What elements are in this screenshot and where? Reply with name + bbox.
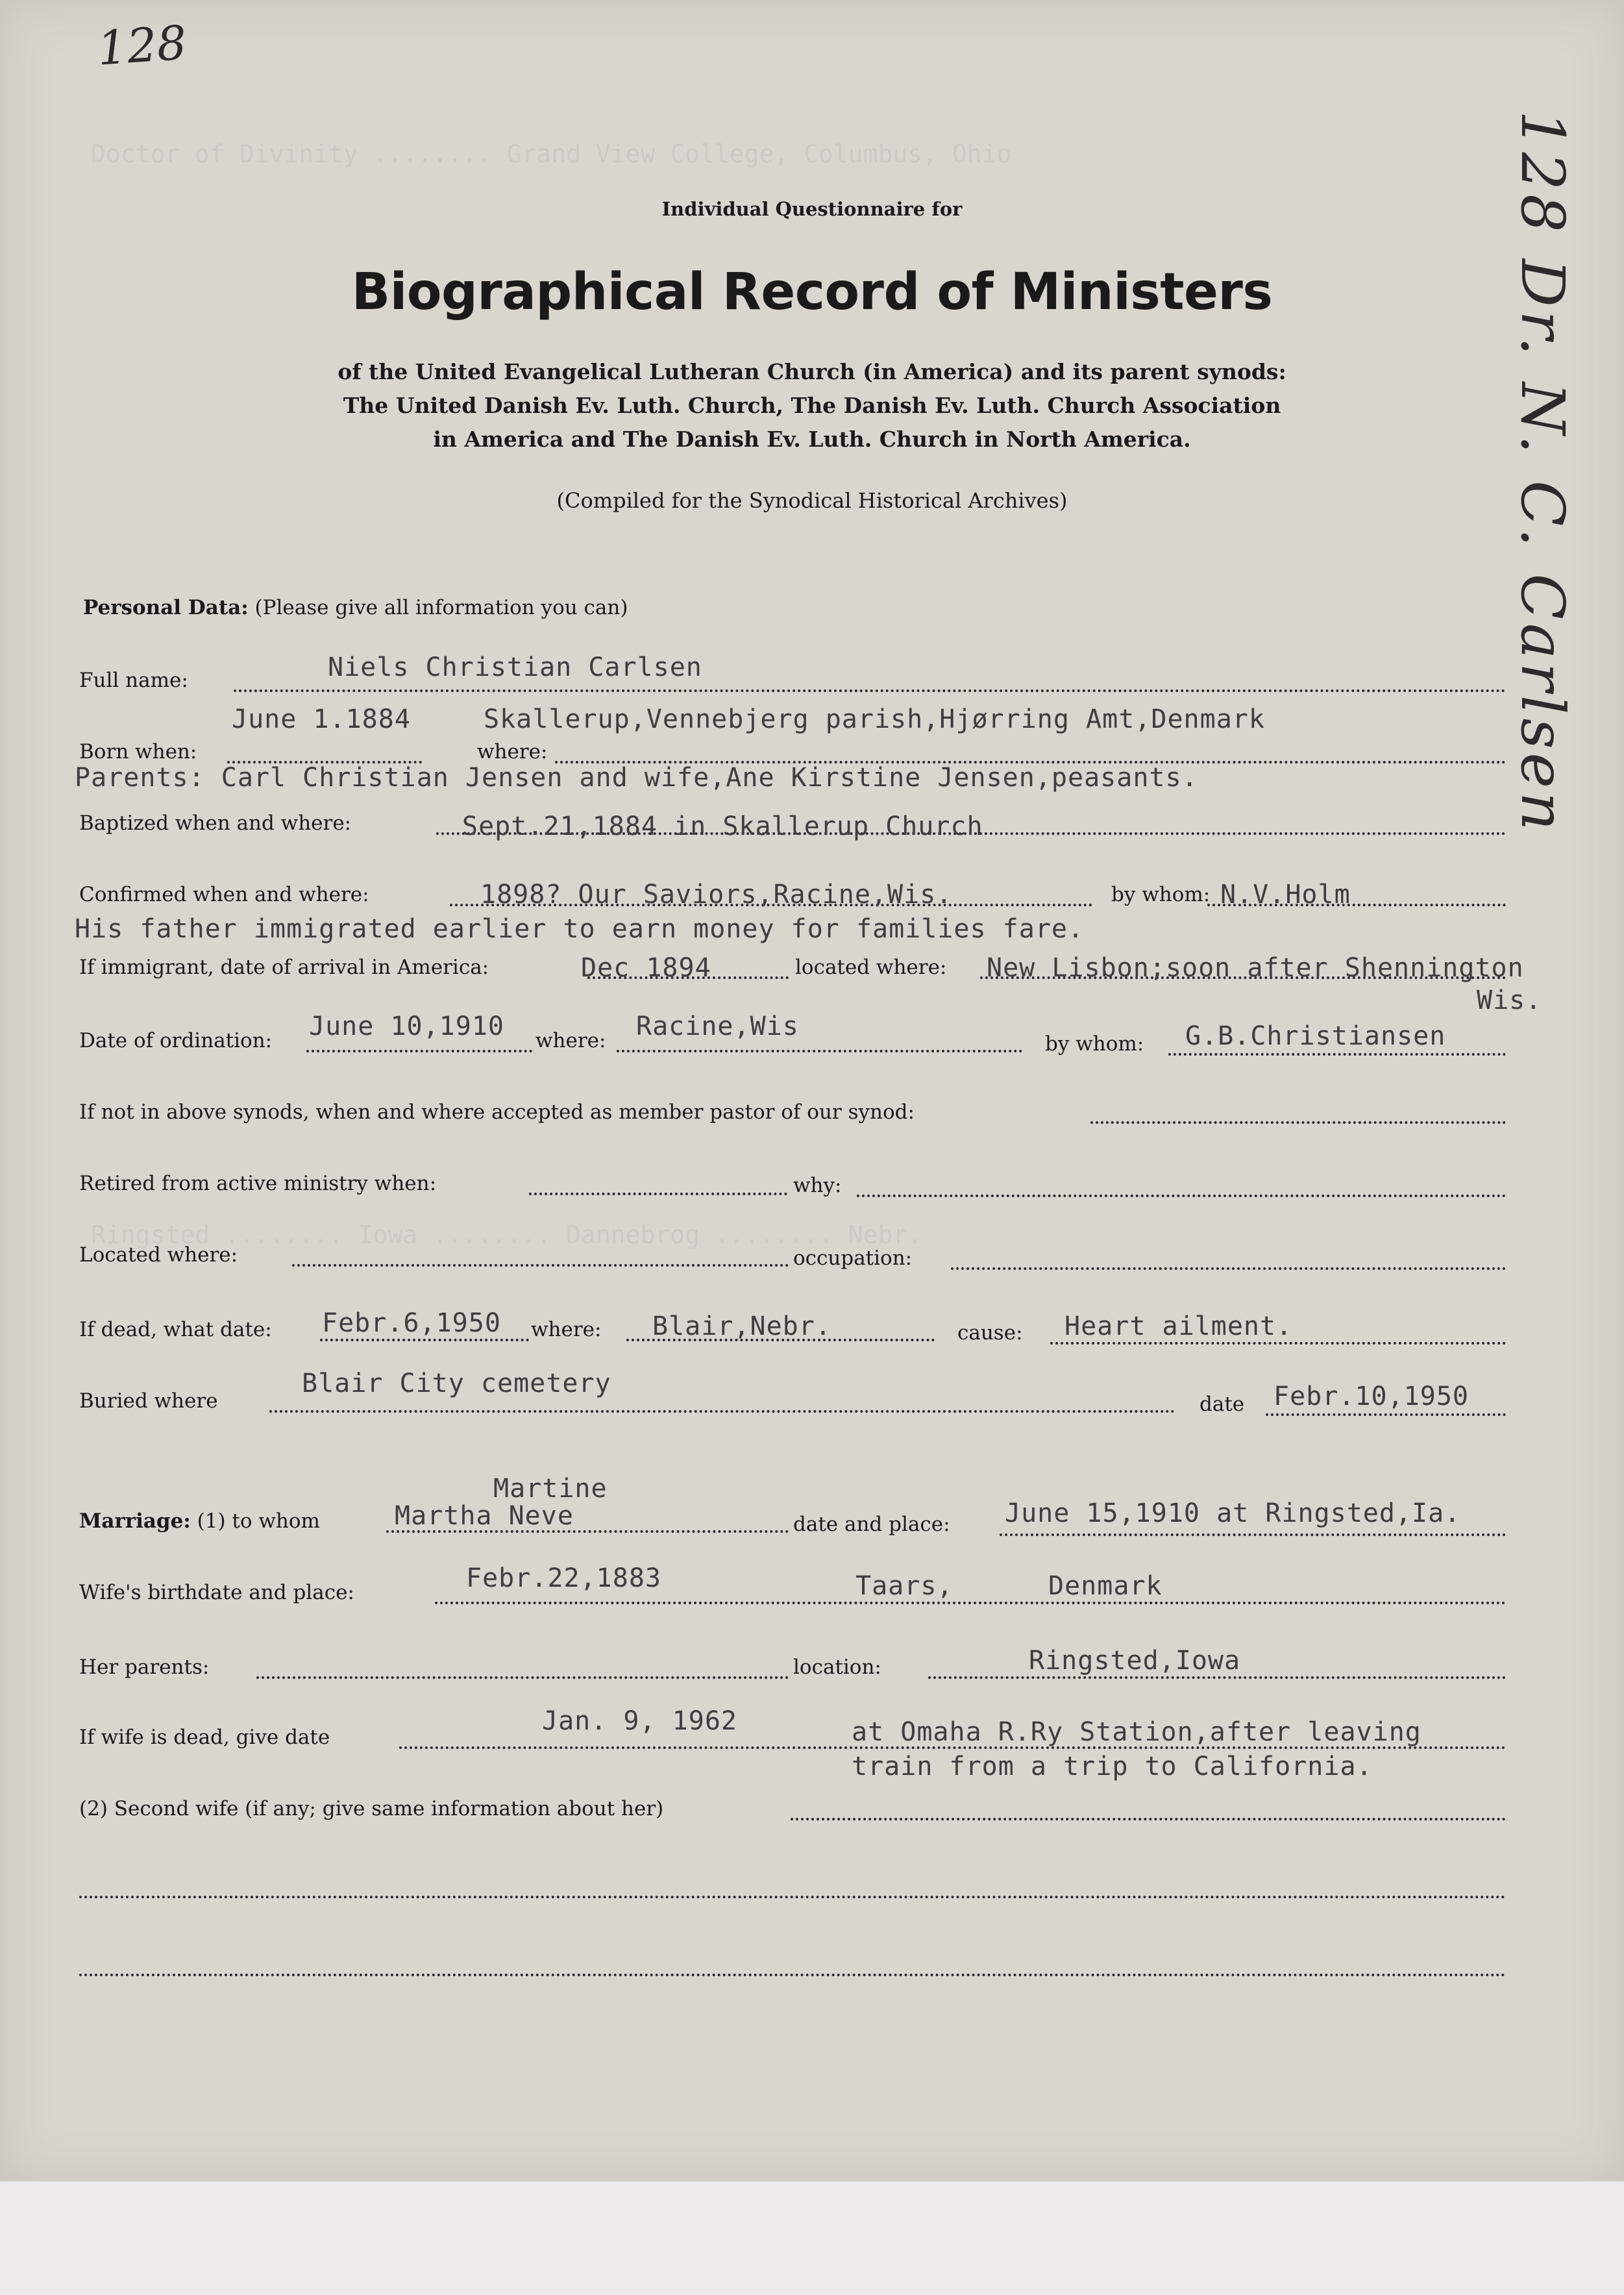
wife-death-place-field[interactable]: at Omaha R.Ry Station,after leaving: [852, 1717, 1421, 1747]
dotted-line[interactable]: [292, 1264, 789, 1267]
marriage-date-place-field[interactable]: June 15,1910 at Ringsted,Ia.: [1005, 1498, 1461, 1528]
ordination-by-label: by whom:: [1045, 1032, 1144, 1056]
dotted-line: [1266, 1413, 1506, 1416]
dotted-line: [617, 1050, 1022, 1052]
her-parents-label: Her parents:: [79, 1656, 210, 1679]
location-label: location:: [793, 1656, 881, 1679]
dotted-line[interactable]: [857, 1195, 1506, 1197]
baptized-label: Baptized when and where:: [79, 812, 352, 835]
arrival-date-field[interactable]: Dec 1894: [581, 953, 711, 983]
wife-birth-label: Wife's birthdate and place:: [79, 1581, 354, 1604]
dotted-line: [1050, 1342, 1506, 1345]
dotted-line: [928, 1676, 1506, 1679]
dotted-line[interactable]: [951, 1267, 1506, 1270]
dotted-line[interactable]: [1090, 1121, 1506, 1124]
confirmed-field[interactable]: 1898? Our Saviors,Racine,Wis.: [480, 880, 953, 910]
ordination-date-field[interactable]: June 10,1910: [309, 1011, 504, 1041]
retired-why-label: why:: [793, 1174, 842, 1197]
personal-data-note: (Please give all information you can): [254, 596, 628, 619]
questionnaire-line: Individual Questionnaire for: [661, 198, 963, 220]
ordination-where-label: where:: [535, 1029, 606, 1052]
second-wife-label: (2) Second wife (if any; give same information about her): [79, 1797, 664, 1820]
confirmed-label: Confirmed when and where:: [79, 883, 369, 906]
parents-field[interactable]: Parents: Carl Christian Jensen and wife,Ane Kirstine Jensen,peasants.: [75, 763, 1198, 793]
located-state-field[interactable]: Wis.: [1477, 986, 1542, 1015]
dotted-line: [1168, 1053, 1506, 1056]
occupation-label: occupation:: [793, 1247, 913, 1270]
dotted-line: [1000, 1533, 1506, 1536]
immigration-note-field[interactable]: His father immigrated earlier to earn money for families fare.: [75, 914, 1085, 944]
compiled-note: (Compiled for the Synodical Historical Archives): [556, 488, 1068, 513]
wife-dead-label: If wife is dead, give date: [79, 1726, 330, 1749]
ordination-where-field[interactable]: Racine,Wis: [636, 1011, 799, 1041]
wife-birth-town-field[interactable]: Taars,: [855, 1571, 953, 1601]
dotted-line[interactable]: [79, 1896, 1506, 1898]
born-date-field[interactable]: June 1.1884: [232, 704, 411, 734]
full-name-field[interactable]: Niels Christian Carlsen: [328, 652, 702, 682]
cause-label: cause:: [957, 1321, 1023, 1345]
marriage-line: [79, 1509, 320, 1533]
form-title: Biographical Record of Ministers: [351, 263, 1273, 321]
dotted-line: [269, 1410, 1175, 1413]
wife-name-correction[interactable]: Martine: [493, 1474, 608, 1504]
handwritten-side-note: 128 Dr. N. C. Carlsen: [1508, 110, 1577, 835]
form-subtitle: in America and The Danish Ev. Luth. Church in North America.: [433, 427, 1191, 452]
ordination-label: Date of ordination:: [79, 1029, 273, 1052]
dotted-line: [306, 1050, 532, 1052]
form-subtitle: of the United Evangelical Lutheran Church (in America) and its parent synods:: [338, 359, 1286, 384]
located-where-label: Located where:: [79, 1243, 238, 1267]
dotted-line[interactable]: [79, 1974, 1506, 1976]
dotted-line: [320, 1339, 529, 1341]
confirmed-by-field[interactable]: N.V.Holm: [1220, 880, 1351, 910]
handwritten-page-number: 128: [95, 15, 189, 76]
wife-death-place-field[interactable]: train from a trip to California.: [852, 1752, 1373, 1781]
located-field[interactable]: New Lisbon;soon after Shennington: [987, 953, 1524, 983]
location-field[interactable]: Ringsted,Iowa: [1029, 1646, 1241, 1676]
buried-label: Buried where: [79, 1389, 218, 1413]
ordination-by-field[interactable]: G.B.Christiansen: [1185, 1021, 1446, 1051]
marriage-heading: Marriage:: [79, 1509, 191, 1533]
date-place-label: date and place:: [793, 1513, 950, 1536]
death-date-field[interactable]: Febr.6,1950: [322, 1308, 501, 1338]
confirmed-by-label: by whom:: [1111, 883, 1211, 906]
buried-date-label: date: [1200, 1393, 1245, 1416]
wife-birth-country-field[interactable]: Denmark: [1048, 1571, 1163, 1601]
immigrant-label: If immigrant, date of arrival in America:: [79, 956, 489, 979]
accepted-label: If not in above synods, when and where accepted as member pastor of our synod:: [79, 1100, 915, 1124]
form-subtitle: The United Danish Ev. Luth. Church, The Danish Ev. Luth. Church Association: [343, 393, 1281, 418]
buried-field[interactable]: Blair City cemetery: [302, 1369, 611, 1398]
full-name-label: Full name:: [79, 669, 188, 692]
dotted-line[interactable]: [791, 1818, 1506, 1820]
retired-label: Retired from active ministry when:: [79, 1172, 437, 1195]
death-where-label: where:: [531, 1318, 602, 1341]
bleed-through-text: Doctor of Divinity ........ Grand View College, Columbus, Ohio: [91, 140, 1012, 168]
born-place-field[interactable]: Skallerup,Vennebjerg parish,Hjørring Amt,Denmark: [484, 704, 1265, 734]
buried-date-field[interactable]: Febr.10,1950: [1273, 1382, 1469, 1411]
bleed-through-text: Ringsted ........ Iowa ........ Dannebrog ........ Nebr.: [91, 1221, 923, 1249]
born-where-label: where:: [477, 740, 548, 763]
born-when-label: Born when:: [79, 740, 197, 763]
dotted-line[interactable]: [529, 1193, 787, 1195]
dotted-line: [234, 689, 1506, 692]
dotted-line: [435, 1602, 1506, 1604]
baptized-field[interactable]: Sept.21,1884 in Skallerup Church: [462, 812, 983, 841]
wife-name-field[interactable]: Martha Neve: [395, 1501, 574, 1531]
personal-data-title: Personal Data:: [83, 596, 249, 619]
death-where-field[interactable]: Blair,Nebr.: [652, 1311, 831, 1341]
located-label: located where:: [795, 956, 947, 979]
wife-birth-date-field[interactable]: Febr.22,1883: [466, 1563, 661, 1593]
to-whom-label: (1) to whom: [197, 1509, 320, 1533]
dead-label: If dead, what date:: [79, 1318, 272, 1341]
cause-field[interactable]: Heart ailment.: [1064, 1311, 1293, 1341]
personal-data-heading: [83, 596, 628, 619]
dotted-line[interactable]: [256, 1676, 789, 1679]
wife-death-date-field[interactable]: Jan. 9, 1962: [542, 1706, 737, 1736]
